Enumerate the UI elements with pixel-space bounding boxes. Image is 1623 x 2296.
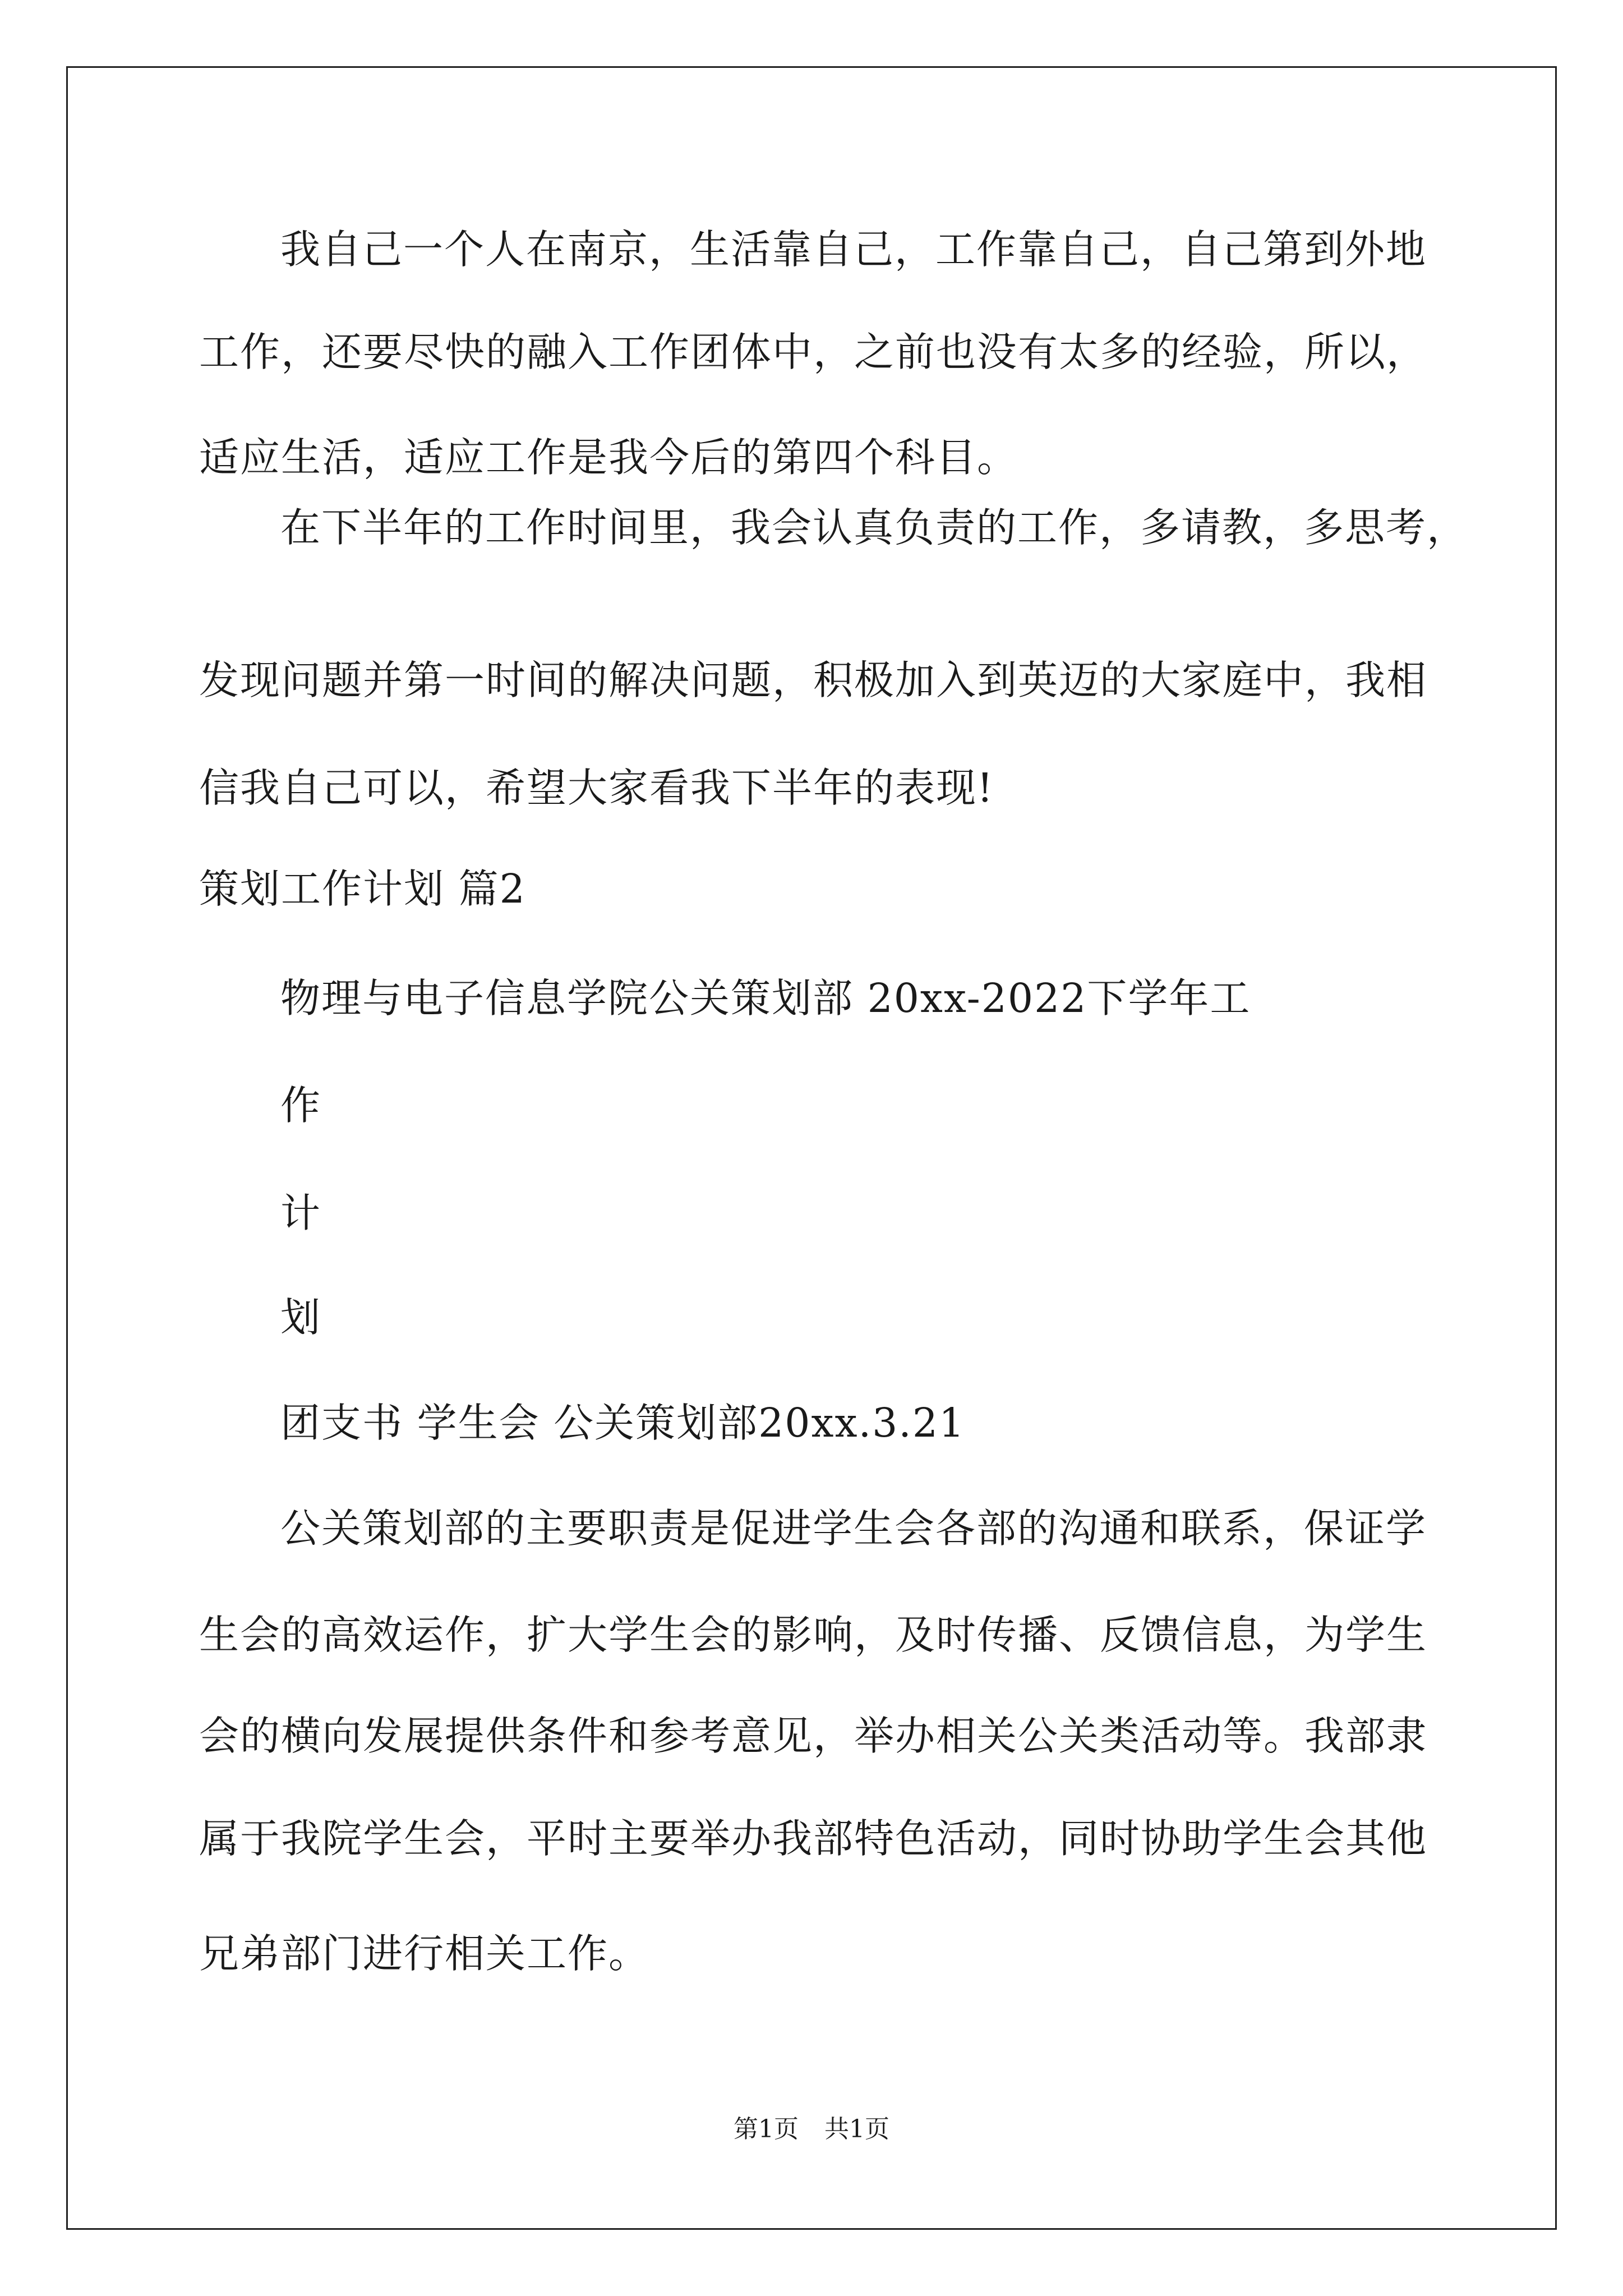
paragraph-3-line-2: 生会的高效运作，扩大学生会的影响，及时传播、反馈信息，为学生	[199, 1612, 1428, 1658]
paragraph-2-line-3: 信我自己可以，希望大家看我下半年的表现!	[199, 765, 994, 811]
paragraph-2-line-2: 发现问题并第一时间的解决问题，积极加入到英迈的大家庭中，我相	[199, 657, 1428, 703]
section-heading: 策划工作计划 篇2	[199, 866, 526, 912]
plan-title: 物理与电子信息学院公关策划部 20xx-2022下学年工	[280, 975, 1251, 1022]
page-total: 共1页	[824, 2115, 889, 2143]
paragraph-1-line-1: 我自己一个人在南京，生活靠自己，工作靠自己，自己第到外地	[280, 226, 1427, 273]
page-footer	[0, 2114, 1623, 2145]
paragraph-3-line-3: 会的横向发展提供条件和参考意见，举办相关公关类活动等。我部隶	[199, 1713, 1428, 1759]
paragraph-2-line-1: 在下半年的工作时间里，我会认真负责的工作，多请教，多思考，	[280, 504, 1468, 551]
paragraph-1-line-3: 适应生活，适应工作是我今后的第四个科目。	[199, 434, 1018, 481]
paragraph-3-line-4: 属于我院学生会，平时主要举办我部特色活动，同时协助学生会其他	[199, 1815, 1428, 1862]
plan-title-char-1: 作	[280, 1082, 322, 1129]
plan-title-char-3: 划	[280, 1294, 322, 1341]
paragraph-3-line-1: 公关策划部的主要职责是促进学生会各部的沟通和联系，保证学	[280, 1505, 1427, 1552]
page-number: 第1页	[734, 2115, 799, 2143]
page-border	[66, 66, 1557, 2230]
paragraph-3-line-5: 兄弟部门进行相关工作。	[199, 1930, 650, 1977]
paragraph-1-line-2: 工作，还要尽快的融入工作团体中，之前也没有太多的经验，所以，	[199, 329, 1428, 375]
plan-title-char-2: 计	[280, 1190, 322, 1236]
plan-author-line: 团支书 学生会 公关策划部20xx.3.21	[280, 1400, 966, 1446]
